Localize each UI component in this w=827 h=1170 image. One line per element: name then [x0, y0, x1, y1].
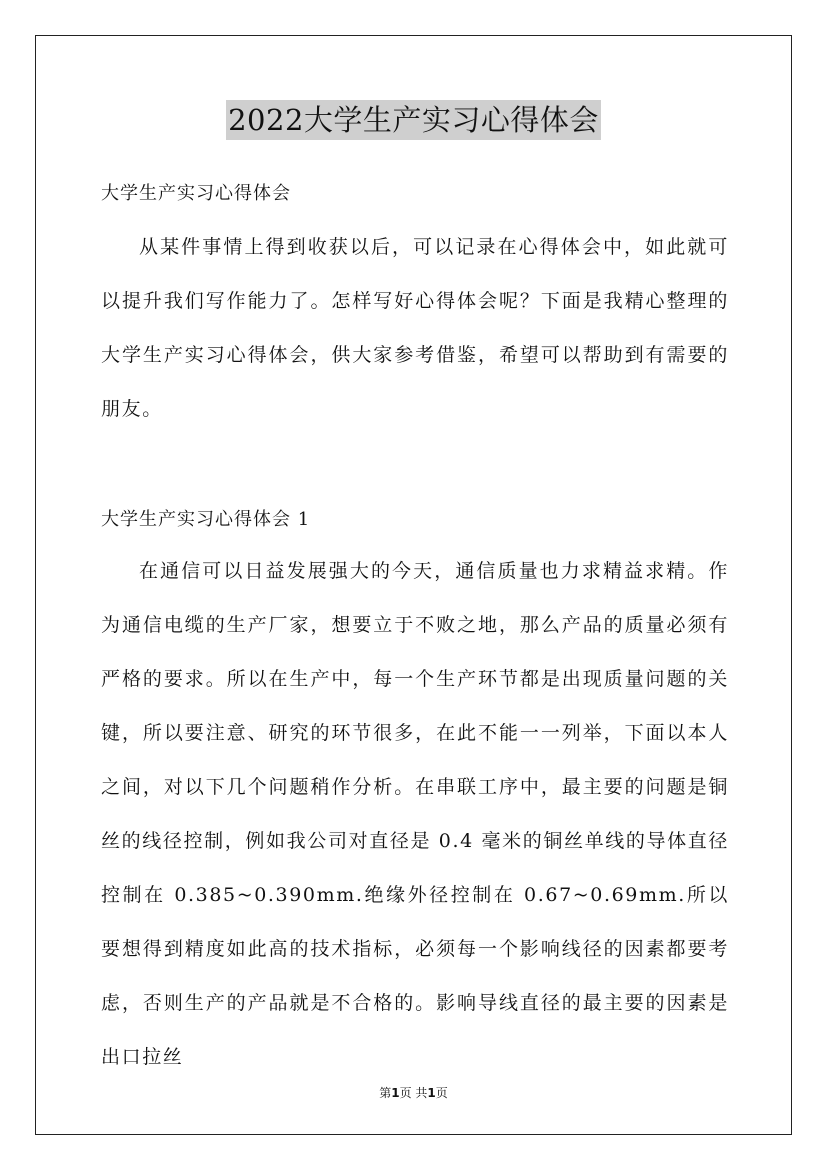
section-1-paragraph: 在通信可以日益发展强大的今天，通信质量也力求精益求精。作为通信电缆的生产厂家，想要立于不败之地，那么产品的质量必须有严格的要求。所以在生产中，每一个生产环节都是出现质量问题的关键，所以要注意、研究的环节很多，在此不能一一列举，下面以本人之间，对以下几个问题稍作分析。在串联工序中，最主要的问题是铜丝的线径控制，例如我公司对直径是 0.4 毫米的铜丝单线的导体直径控制在 0.385~0.390mm.绝缘外径控制在 0.67~0.69mm.所以要想得到精度如此高的技术指标，必须每一个影响线径的因素都要考虑，否则生产的产品就是不合格的。影响导线直径的最主要的因素是出口拉丝: [101, 560, 729, 1068]
page-footer: [0, 1085, 827, 1101]
footer-mid: 页 共: [399, 1086, 428, 1100]
footer-suffix: 页: [435, 1086, 448, 1100]
footer-page-current: 1: [391, 1086, 400, 1100]
intro-heading: 大学生产实习心得体会: [101, 183, 291, 204]
section-1-heading: 大学生产实习心得体会 1: [101, 509, 311, 530]
document-title: 2022大学生产实习心得体会: [226, 100, 601, 140]
title-container: [0, 100, 827, 140]
intro-paragraph: 从某件事情上得到收获以后，可以记录在心得体会中，如此就可以提升我们写作能力了。怎样写好心得体会呢？下面是我精心整理的大学生产实习心得体会，供大家参考借鉴，希望可以帮助到有需要的朋友。: [101, 236, 729, 420]
footer-page-total: 1: [427, 1086, 436, 1100]
footer-prefix: 第: [379, 1086, 392, 1100]
